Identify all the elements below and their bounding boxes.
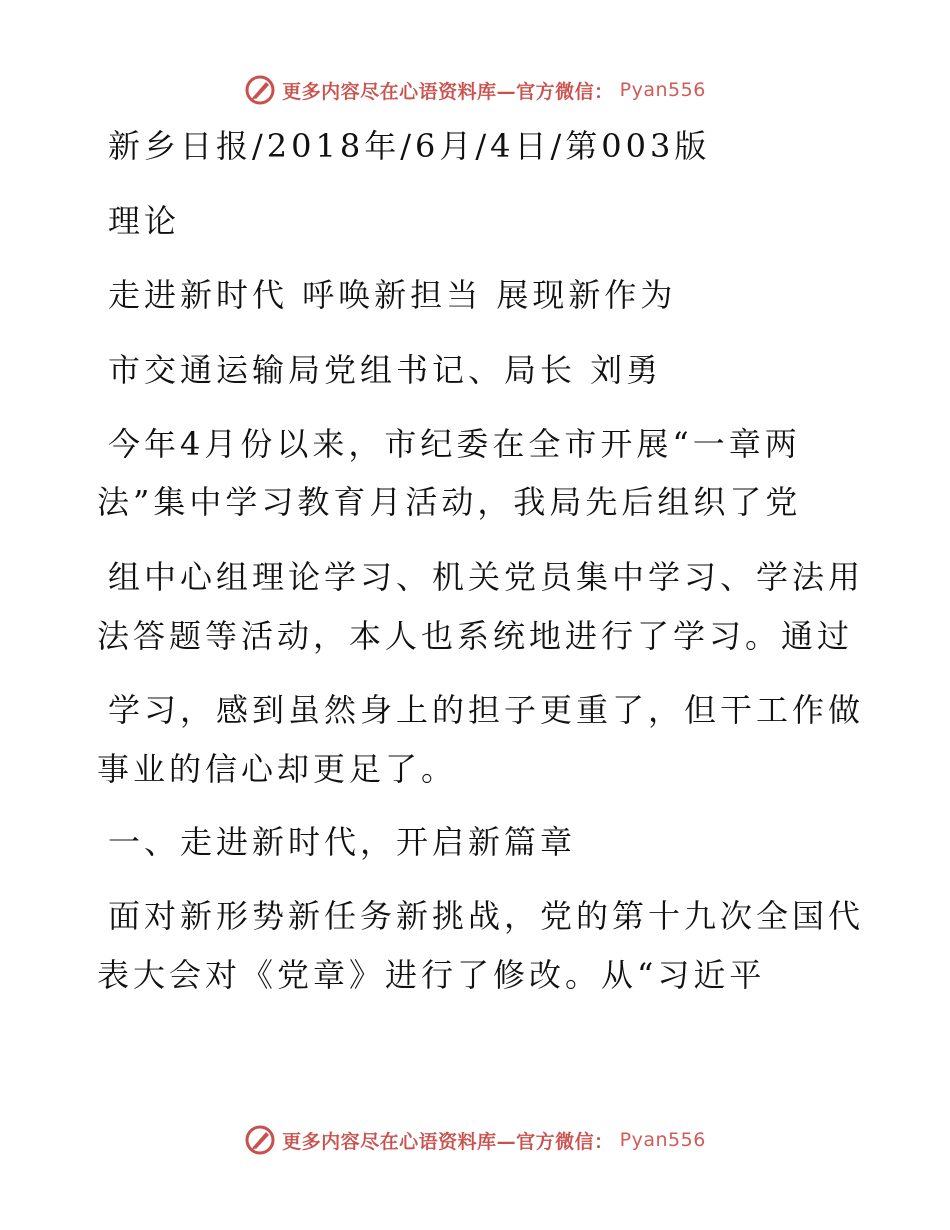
quill-pen-logo-icon: [244, 74, 276, 106]
footer-banner: [0, 1120, 950, 1160]
article-author: 市交通运输局党组书记、局长 刘勇: [108, 351, 663, 389]
header-banner-wechat: Pyan556: [619, 79, 706, 101]
article-title: 走进新时代 呼唤新担当 展现新作为: [108, 276, 677, 314]
footer-banner-text: 更多内容尽在心语资料库—官方微信：: [282, 1130, 614, 1153]
header-banner: [0, 70, 950, 110]
quill-pen-logo-icon: [244, 1124, 276, 1156]
body-line: 面对新形势新任务新挑战，党的第十九次全国代: [108, 897, 865, 935]
header-banner-content: [244, 74, 706, 106]
footer-banner-wechat: Pyan556: [619, 1129, 706, 1151]
source-line: 新乡日报/2018年/6月/4日/第003版: [108, 127, 711, 165]
body-line: 学习，感到虽然身上的担子更重了，但干工作做: [108, 691, 865, 729]
section-label: 理论: [108, 202, 181, 240]
header-banner-text: 更多内容尽在心语资料库—官方微信：: [282, 80, 614, 103]
body-heading: 一、走进新时代，开启新篇章: [108, 823, 577, 861]
body-line: 今年4月份以来，市纪委在全市开展“一章两: [108, 425, 801, 463]
body-line: 法”集中学习教育月活动，我局先后组织了党: [97, 483, 802, 521]
body-line: 事业的信心却更足了。: [97, 750, 458, 788]
body-line: 法答题等活动，本人也系统地进行了学习。通过: [97, 617, 854, 655]
footer-banner-content: [244, 1124, 706, 1156]
body-line: 组中心组理论学习、机关党员集中学习、学法用: [108, 558, 865, 596]
body-line: 表大会对《党章》进行了修改。从“习近平: [97, 956, 766, 994]
